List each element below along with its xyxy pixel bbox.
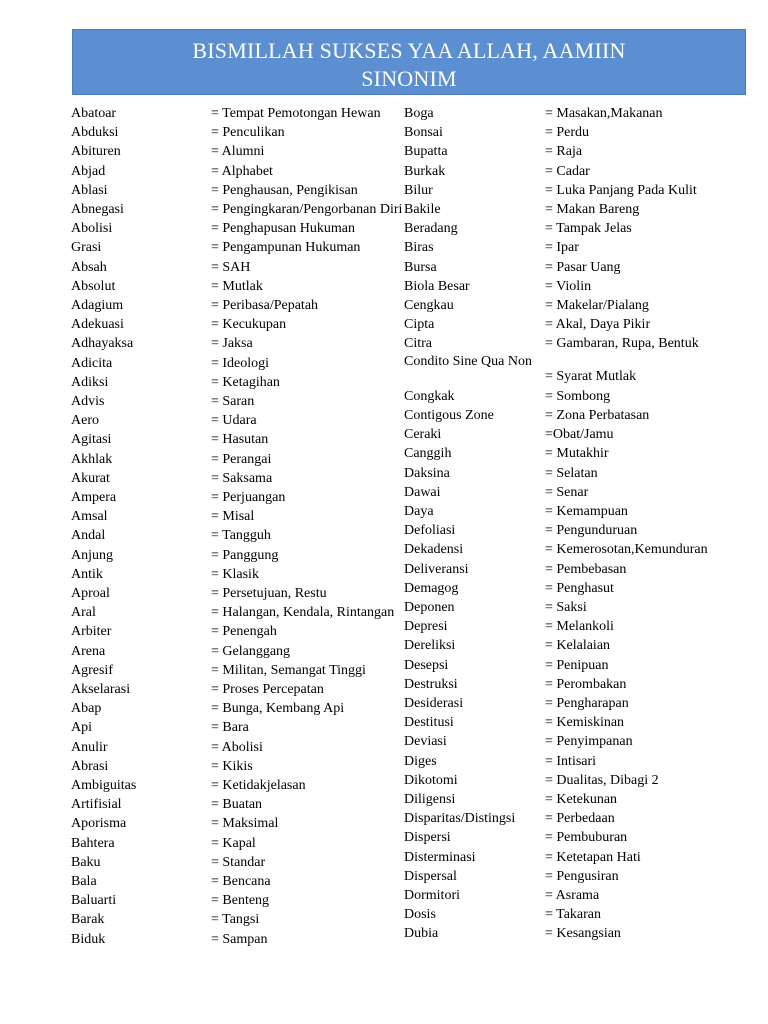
synonym-definition: = Standar xyxy=(211,854,266,870)
synonym-term: Dikotomi xyxy=(404,772,458,788)
synonym-definition: = Penghausan, Pengikisan xyxy=(211,182,358,198)
synonym-term: Dekadensi xyxy=(404,542,464,558)
synonym-definition: = Bunga, Kembang Api xyxy=(211,701,345,717)
synonym-definition: = Selatan xyxy=(545,465,598,481)
synonym-definition: = Violin xyxy=(545,278,592,294)
synonym-term: Advis xyxy=(71,394,105,409)
synonym-definition: = Ketetapan Hati xyxy=(545,849,641,865)
synonym-term: Aero xyxy=(71,413,99,429)
synonym-term: Dispersi xyxy=(404,830,451,846)
synonym-definition: = Penculikan xyxy=(211,125,285,141)
synonym-term: Dubia xyxy=(404,926,439,942)
synonym-definition: = Panggung xyxy=(211,547,279,563)
synonym-term: Destruksi xyxy=(404,676,458,692)
synonym-definition: = Asrama xyxy=(545,888,600,903)
synonym-term: Desepsi xyxy=(404,657,449,673)
synonym-term: Abjad xyxy=(71,163,106,179)
synonym-definition: =Obat/Jamu xyxy=(545,427,614,443)
synonym-definition: = Buatan xyxy=(211,797,263,813)
synonym-term: Absah xyxy=(71,259,107,275)
synonym-term: Diligensi xyxy=(404,792,456,807)
synonym-definition: = Kelalaian xyxy=(545,638,611,654)
synonym-term: Barak xyxy=(71,912,105,928)
synonym-term: Depresi xyxy=(404,619,448,635)
synonym-term: Anjung xyxy=(71,547,113,563)
synonym-definition: = Gelanggang xyxy=(211,643,291,659)
synonym-definition: = Jaksa xyxy=(211,336,253,352)
synonym-definition: = Kemiskinan xyxy=(545,715,625,731)
synonym-term: Agresif xyxy=(71,662,113,678)
synonym-term: Bursa xyxy=(404,259,437,275)
synonym-definition: = Makelar/Pialang xyxy=(545,298,649,313)
synonym-definition: = Militan, Semangat Tinggi xyxy=(211,662,366,678)
synonym-term: Abolisi xyxy=(71,221,113,237)
synonym-definition: = Persetujuan, Restu xyxy=(211,586,327,601)
synonym-definition: = Halangan, Kendala, Rintangan xyxy=(211,605,395,621)
synonym-term: Disterminasi xyxy=(404,849,476,865)
synonym-definition: = Mutakhir xyxy=(545,446,609,462)
synonym-definition: = Makan Bareng xyxy=(545,202,640,217)
synonym-term: Diges xyxy=(404,753,437,769)
synonym-definition: = Ketagihan xyxy=(211,374,280,390)
synonym-definition: = Pengingkaran/Pengorbanan Diri xyxy=(211,202,403,217)
synonym-definition: = Pembebasan xyxy=(545,561,627,577)
synonym-term: Boga xyxy=(404,106,434,121)
synonym-definition: = Saksi xyxy=(545,600,587,615)
synonym-term: Contigous Zone xyxy=(404,408,494,423)
synonym-definition: = Abolisi xyxy=(211,739,263,755)
synonym-term: Adicita xyxy=(71,355,113,371)
synonym-term: Adekuasi xyxy=(71,317,124,333)
synonym-definition: = Saran xyxy=(211,394,255,409)
synonym-term: Dereliksi xyxy=(404,638,456,654)
synonym-term: Absolut xyxy=(71,278,116,294)
synonym-term: Abap xyxy=(71,701,102,717)
synonym-term: Abnegasi xyxy=(71,202,124,217)
synonym-definition: = Kesangsian xyxy=(545,926,621,942)
synonym-term: Bupatta xyxy=(404,144,448,160)
synonym-term: Andal xyxy=(71,528,106,544)
synonym-definition: = Alphabet xyxy=(211,163,273,179)
synonym-definition: = Peribasa/Pepatah xyxy=(211,298,319,313)
synonym-term: Akurat xyxy=(71,470,110,486)
synonym-term: Aproal xyxy=(71,586,110,601)
synonym-definition: = Tampak Jelas xyxy=(545,221,632,237)
synonym-term: Demagog xyxy=(404,580,459,596)
synonym-definition: = Tangsi xyxy=(211,912,260,928)
synonym-definition: = Penghapusan Hukuman xyxy=(211,221,355,237)
synonym-term: Artifisial xyxy=(71,797,122,813)
synonym-definition: = Alumni xyxy=(211,144,265,160)
synonym-term: Defoliasi xyxy=(404,523,456,539)
synonym-definition: = Sombong xyxy=(545,388,611,404)
synonym-term: Agitasi xyxy=(71,432,112,448)
synonym-definition: = Perombakan xyxy=(545,676,627,692)
synonym-definition: = Melankoli xyxy=(545,619,614,635)
synonym-term: Condito Sine Qua Non xyxy=(404,353,532,369)
synonym-definition: = Perbedaan xyxy=(545,811,615,827)
synonym-term: Citra xyxy=(404,336,432,352)
synonym-term: Abituren xyxy=(71,144,121,160)
synonym-term: Abrasi xyxy=(71,758,109,774)
synonym-term: Dispersal xyxy=(404,868,457,884)
synonym-term: Desiderasi xyxy=(404,696,464,711)
synonym-term: Akhlak xyxy=(71,451,113,467)
synonym-definition: = Ketekunan xyxy=(545,792,618,807)
synonym-definition: = Maksimal xyxy=(211,816,279,832)
synonym-definition: = Raja xyxy=(545,144,583,160)
synonym-definition: = Kikis xyxy=(211,758,253,774)
synonym-term: Bakile xyxy=(404,202,441,217)
synonym-term: Cipta xyxy=(404,317,435,333)
synonym-definition: = Tangguh xyxy=(211,528,271,544)
synonym-term: Baluarti xyxy=(71,893,117,909)
synonym-definition: = Bara xyxy=(211,720,249,736)
synonym-definition: = Klasik xyxy=(211,566,259,582)
synonym-term: Bilur xyxy=(404,182,433,198)
synonym-term: Burkak xyxy=(404,163,446,179)
synonym-term: Deviasi xyxy=(404,734,447,750)
synonym-term: Baku xyxy=(71,854,101,870)
header-title: BISMILLAH SUKSES YAA ALLAH, AAMIIN xyxy=(192,38,626,63)
synonym-term: Arbiter xyxy=(71,624,112,640)
synonym-definition: = Pengunduruan xyxy=(545,523,638,539)
synonym-definition: = Hasutan xyxy=(211,432,269,448)
synonym-term: Bonsai xyxy=(404,125,443,141)
synonym-term: Aral xyxy=(71,605,96,621)
header-subtitle: SINONIM xyxy=(361,66,457,91)
synonym-definition: = Pengampunan Hukuman xyxy=(211,240,361,256)
synonym-definition: = Akal, Daya Pikir xyxy=(545,317,651,333)
synonym-definition: = Takaran xyxy=(545,907,602,923)
synonym-definition: = Penghasut xyxy=(545,580,614,596)
synonym-definition: = Dualitas, Dibagi 2 xyxy=(545,772,659,788)
synonym-definition: = SAH xyxy=(211,259,251,275)
synonym-term: Api xyxy=(71,720,92,736)
synonym-definition: = Cadar xyxy=(545,163,590,179)
synonym-term: Biola Besar xyxy=(404,278,470,294)
synonym-term: Abatoar xyxy=(71,106,117,121)
synonym-definition: = Penengah xyxy=(211,624,277,640)
synonym-definition: = Perjuangan xyxy=(211,490,286,505)
synonym-term: Bala xyxy=(71,874,97,889)
synonym-term: Anulir xyxy=(71,739,108,755)
synonym-definition: = Kecukupan xyxy=(211,317,287,333)
synonym-definition: = Perdu xyxy=(545,125,590,141)
synonym-definition: = Pasar Uang xyxy=(545,259,621,275)
synonym-definition: = Misal xyxy=(211,509,255,525)
synonym-term: Grasi xyxy=(71,240,102,256)
synonym-definition: = Intisari xyxy=(545,753,597,769)
synonym-term: Dormitori xyxy=(404,888,460,903)
synonym-term: Adiksi xyxy=(71,374,109,390)
synonym-term: Cengkau xyxy=(404,298,454,313)
synonym-definition: = Perangai xyxy=(211,451,272,467)
synonym-definition: = Ideologi xyxy=(211,355,270,371)
synonym-definition: = Udara xyxy=(211,413,257,429)
synonym-term: Destitusi xyxy=(404,715,454,731)
synonym-term: Daya xyxy=(404,504,434,519)
synonym-term: Ablasi xyxy=(71,182,108,198)
synonym-definition: = Kemampuan xyxy=(545,504,628,519)
synonym-term: Ampera xyxy=(71,490,117,505)
synonym-term: Biras xyxy=(404,240,434,256)
synonym-term: Dosis xyxy=(404,907,436,923)
synonym-term: Ambiguitas xyxy=(71,778,137,793)
synonym-definition: = Bencana xyxy=(211,874,271,889)
synonym-definition: = Penipuan xyxy=(545,657,609,673)
synonym-term: Disparitas/Distingsi xyxy=(404,811,516,827)
synonym-term: Abduksi xyxy=(71,125,119,141)
synonym-term: Beradang xyxy=(404,221,458,237)
synonym-definition: = Senar xyxy=(545,484,589,500)
synonym-term: Biduk xyxy=(71,931,106,947)
synonym-definition: = Ketidakjelasan xyxy=(211,778,306,793)
synonym-definition: = Luka Panjang Pada Kulit xyxy=(545,182,697,198)
synonym-term: Aporisma xyxy=(71,816,127,832)
synonym-term: Ceraki xyxy=(404,427,442,443)
synonym-term: Deponen xyxy=(404,600,455,615)
synonym-definition: = Gambaran, Rupa, Bentuk xyxy=(545,336,699,352)
synonym-term: Daksina xyxy=(404,465,450,481)
synonym-term: Dawai xyxy=(404,484,441,500)
synonym-definition: = Pengharapan xyxy=(545,696,629,711)
synonym-term: Bahtera xyxy=(71,835,115,851)
synonym-definition: = Mutlak xyxy=(211,278,263,294)
synonym-term: Amsal xyxy=(71,509,108,525)
synonym-term: Adagium xyxy=(71,298,124,313)
synonym-term: Deliveransi xyxy=(404,561,469,577)
page-header xyxy=(72,29,746,95)
synonym-definition: = Pembuburan xyxy=(545,830,628,846)
synonym-definition: = Kemerosotan,Kemunduran xyxy=(545,542,708,558)
synonym-definition: = Tempat Pemotongan Hewan xyxy=(211,106,381,121)
synonym-term: Canggih xyxy=(404,446,452,462)
synonym-definition: = Penyimpanan xyxy=(545,734,633,750)
synonym-definition: = Masakan,Makanan xyxy=(545,106,663,121)
synonym-term: Adhayaksa xyxy=(71,336,134,352)
synonym-definition: = Proses Percepatan xyxy=(211,682,324,697)
synonym-definition: = Zona Perbatasan xyxy=(545,408,650,423)
synonym-definition: = Ipar xyxy=(545,240,579,256)
synonym-definition: = Benteng xyxy=(211,893,270,909)
synonym-term: Antik xyxy=(71,566,103,582)
synonym-term: Akselarasi xyxy=(71,682,131,697)
synonym-definition: = Pengusiran xyxy=(545,868,619,884)
synonym-term: Congkak xyxy=(404,388,455,404)
synonym-definition: = Saksama xyxy=(211,470,273,486)
synonym-definition: = Syarat Mutlak xyxy=(545,368,637,384)
synonym-definition: = Sampan xyxy=(211,931,268,947)
synonym-definition: = Kapal xyxy=(211,835,256,851)
synonym-term: Arena xyxy=(71,643,106,659)
